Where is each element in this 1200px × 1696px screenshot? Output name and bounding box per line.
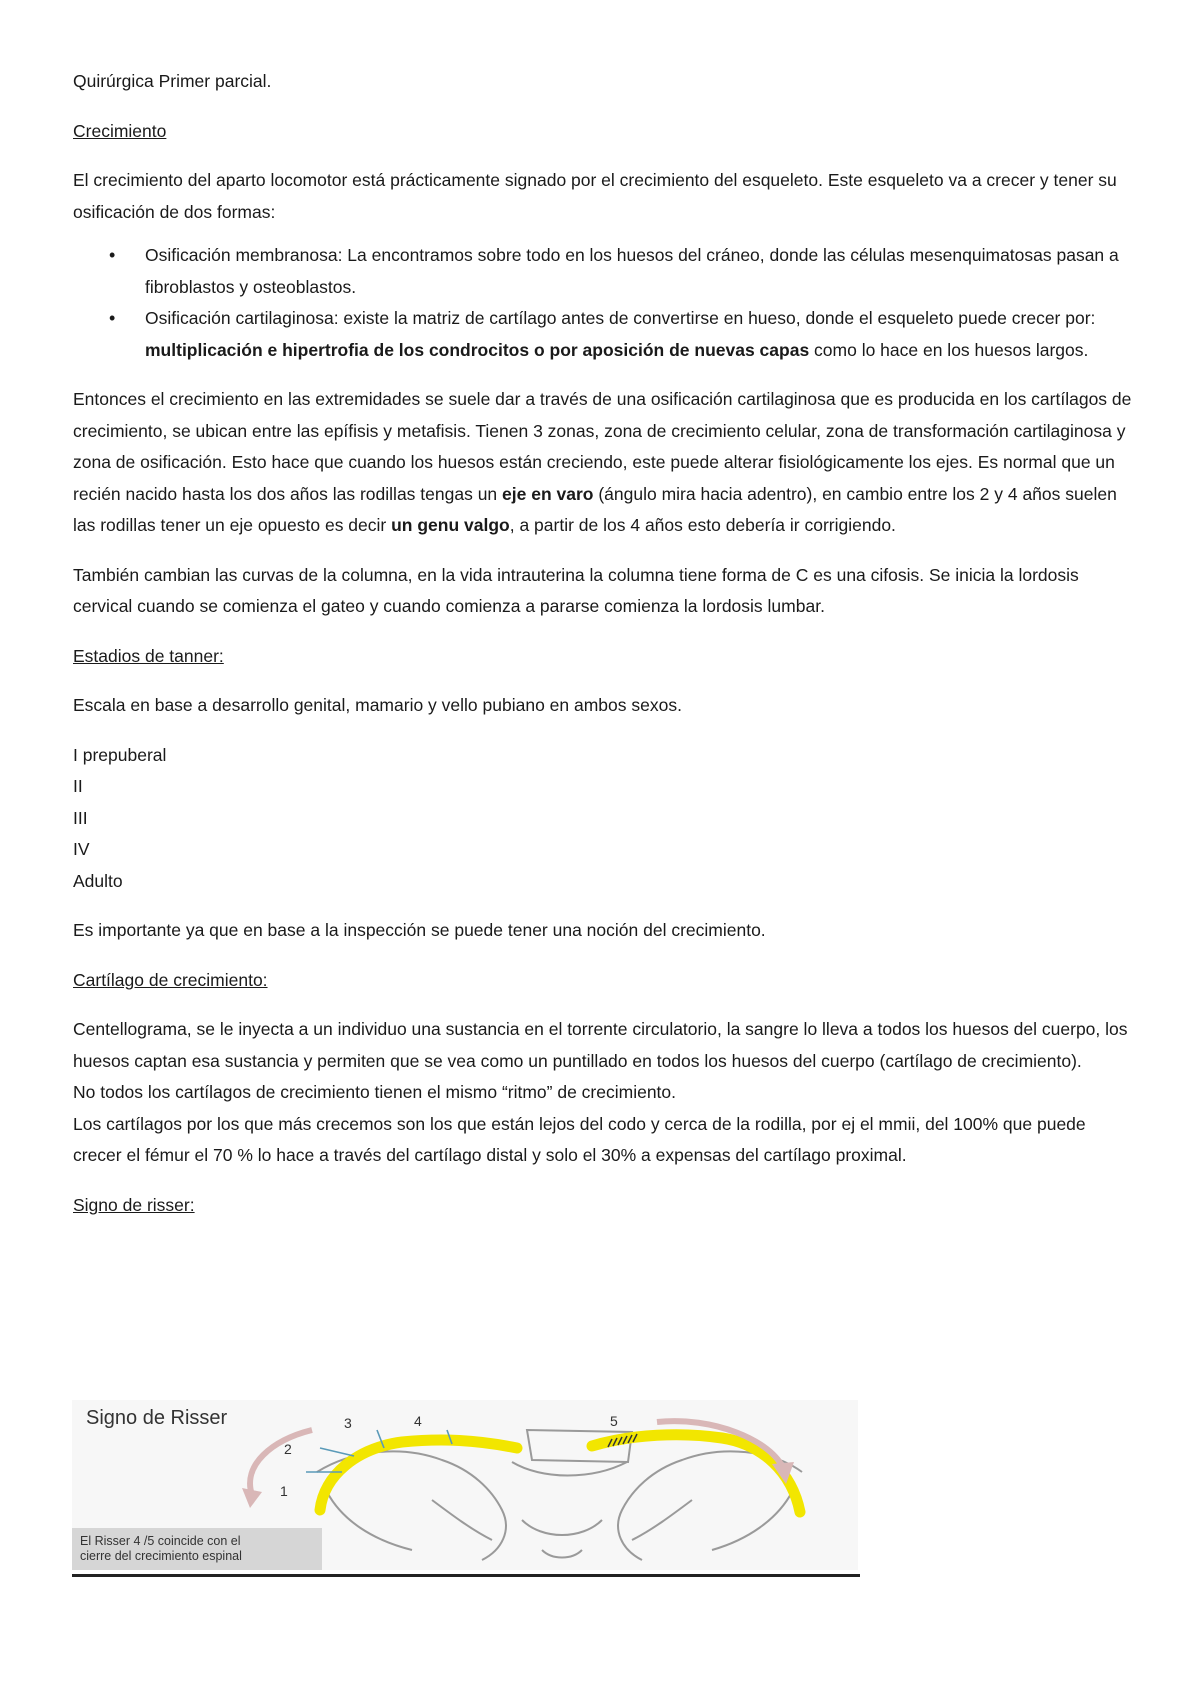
text-run: (ángulo mira hacia adentro), en cambio entre los 2 y 4 años suelen las rodillas tener un eje opuesto es decir — [73, 483, 1117, 535]
paragraph-intro: El crecimiento del aparto locomotor está prácticamente signado por el crecimiento del esqueleto. Este esqueleto va a crecer y tener su osificación de dos formas: — [73, 170, 1117, 222]
list-item — [145, 303, 1133, 366]
document-page — [73, 66, 1133, 1221]
stage-label: 2 — [284, 1441, 292, 1457]
bold-text: eje en varo — [502, 483, 594, 504]
bullet-text: Osificación membranosa: La encontramos sobre todo en los huesos del cráneo, donde las células mesenquimatosas pasan a fibroblastos y osteoblastos. — [145, 245, 1119, 297]
list-item: IV — [73, 839, 90, 859]
list-item — [145, 240, 1133, 303]
paragraph-spine-curves: También cambian las curvas de la columna, en la vida intrauterina la columna tiene forma de C es una cifosis. Se inicia la lordosis cervical cuando se comienza el gateo y cuando comienza a pararse comienza la lordosis lumbar. — [73, 564, 1079, 616]
section-heading-cartilago: Cartílago de crecimiento: — [73, 969, 268, 990]
text-line: No todos los cartílagos de crecimiento tienen el mismo “ritmo” de crecimiento. — [73, 1082, 677, 1102]
stage-label: 1 — [280, 1483, 288, 1499]
risser-sign-figure — [72, 1400, 858, 1570]
paragraph-centellograma — [73, 1014, 1133, 1172]
bullet-text: como lo hace en los huesos largos. — [809, 339, 1089, 360]
paragraph-tanner-note: Es importante ya que en base a la inspección se puede tener una noción del crecimiento. — [73, 920, 766, 940]
list-item: II — [73, 776, 83, 796]
paragraph-tanner-intro: Escala en base a desarrollo genital, mamario y vello pubiano en ambos sexos. — [73, 695, 682, 715]
caption-line: El Risser 4 /5 coincide con el — [80, 1534, 241, 1548]
section-heading-crecimiento: Crecimiento — [73, 120, 167, 141]
text-line: Los cartílagos por los que más crecemos son los que están lejos del codo y cerca de la rodilla, por ej el mmii, del 100% que puede crecer el fémur el 70 % lo hace a través del cartílago distal y solo el 30% a expensas del cartílago proximal. — [73, 1113, 1086, 1165]
text-line: Centellograma, se le inyecta a un individuo una sustancia en el torrente circulatorio, la sangre lo lleva a todos los huesos del cuerpo, los huesos captan esa sustancia y permiten que se vea como un puntillado en todos los huesos del cuerpo (cartílago de crecimiento). — [73, 1019, 1128, 1071]
bold-text: multiplicación e hipertrofia de los condrocitos o por aposición de nuevas capas — [145, 339, 810, 360]
stage-label: 5 — [610, 1413, 618, 1429]
list-item: Adulto — [73, 870, 123, 891]
figure-title: Signo de Risser — [86, 1407, 228, 1429]
tanner-stage-list — [73, 740, 1133, 898]
stage-label: 3 — [344, 1415, 352, 1431]
bold-text: un genu valgo — [391, 515, 510, 535]
ossification-list — [73, 240, 1133, 366]
section-heading-risser: Signo de risser: — [73, 1194, 195, 1215]
list-item: III — [73, 807, 88, 828]
document-title: Quirúrgica Primer parcial. — [73, 71, 272, 91]
list-item: I prepuberal — [73, 744, 167, 765]
risser-diagram — [72, 1400, 858, 1570]
section-heading-tanner: Estadios de tanner: — [73, 645, 224, 666]
stage-label: 4 — [414, 1413, 422, 1429]
bullet-text: Osificación cartilaginosa: existe la matriz de cartílago antes de convertirse en hueso, donde el esqueleto puede crecer por: — [145, 308, 1096, 328]
paragraph-extremities — [73, 384, 1133, 542]
caption-line: cierre del crecimiento espinal — [80, 1549, 242, 1563]
text-run: , a partir de los 4 años esto debería ir corrigiendo. — [509, 515, 896, 535]
text-run: Entonces el crecimiento en las extremidades se suele dar a través de una osificación cartilaginosa que es producida en los cartílagos de crecimiento, se ubican entre las epífisis y metafisis. Tienen 3 zonas, zona de crecimiento celular, zona de transformación cartilaginosa y zona de osificación. Esto hace que cuando los huesos están creciendo, este puede alterar fisiológicamente los ejes. Es normal que un recién nacido hasta los dos años las rodillas tengas un — [73, 389, 1132, 504]
figure-underline — [72, 1574, 860, 1577]
